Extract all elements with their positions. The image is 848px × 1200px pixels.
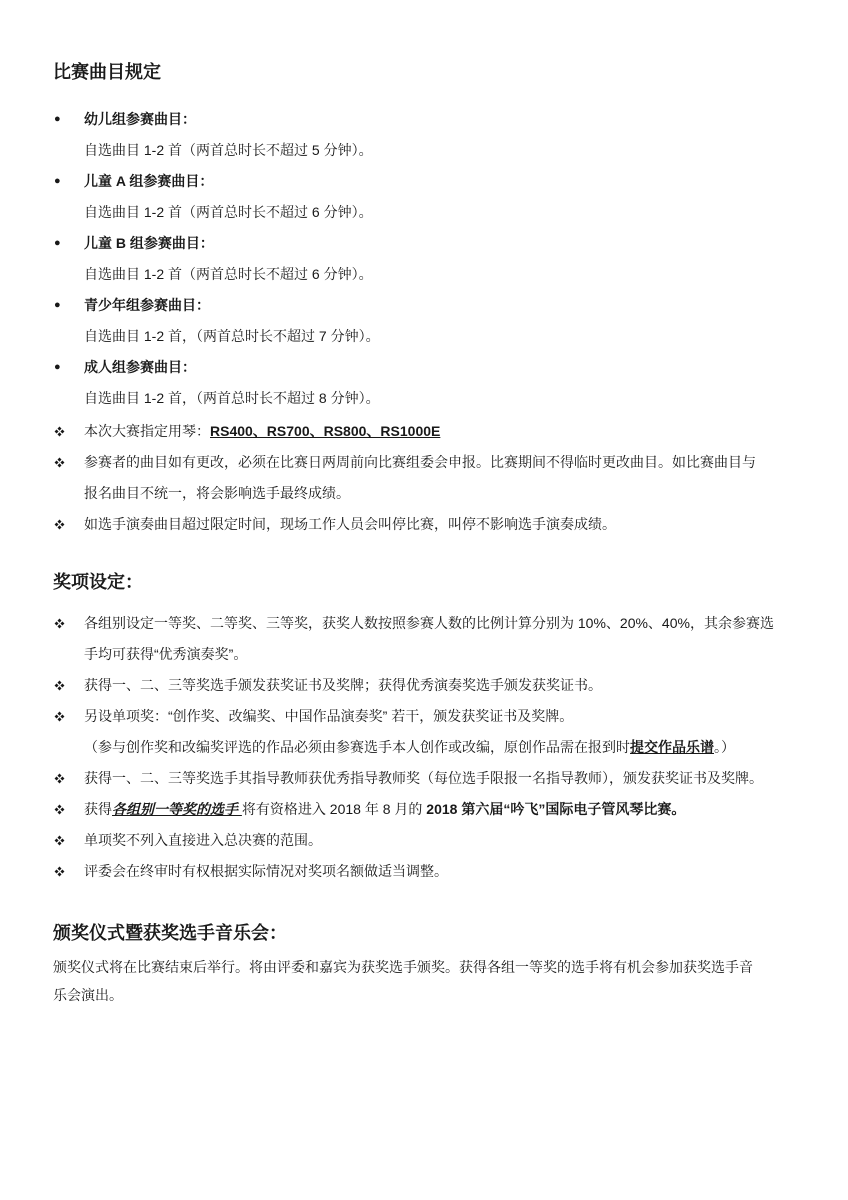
text-run: 手均可获得“优秀演奏奖”。 (84, 646, 248, 662)
text-run: 评委会在终审时有权根据实际情况对奖项名额做适当调整。 (84, 863, 448, 879)
note-text (84, 708, 735, 755)
text-run: 将有资格进入 2018 年 8 月的 (241, 801, 427, 817)
group-repertoire-item (53, 290, 810, 352)
section-title-repertoire: 比赛曲目规定 (53, 62, 161, 82)
group-repertoire-item (53, 352, 810, 414)
diamond-bullet-icon (54, 426, 65, 437)
disc-bullet-icon: ● (54, 361, 61, 373)
text-run: 参赛者的曲目如有更改，必须在比赛日两周前向比赛组委会申报。比赛期间不得临时更改曲目。如比赛曲目与 (84, 454, 756, 470)
repertoire-notes-list (53, 416, 810, 540)
text-run: 另设单项奖：“创作奖、改编奖、中国作品演奏奖” 若干，颁发获奖证书及奖牌。 (84, 708, 574, 724)
diamond-bullet-icon (54, 804, 65, 815)
text-run: 颁奖仪式将在比赛结束后举行。将由评委和嘉宾为获奖选手颁奖。获得各组一等奖的选手将有机会参加获奖选手音 (53, 959, 753, 975)
note-text (84, 677, 602, 693)
note-item (53, 763, 810, 794)
section-title-awards: 奖项设定： (53, 572, 143, 592)
note-text (84, 863, 448, 879)
note-text (84, 801, 685, 817)
section-title-ceremony: 颁奖仪式暨获奖选手音乐会： (53, 923, 287, 943)
group-label: 成人组参赛曲目： (84, 359, 196, 375)
note-item (53, 825, 810, 856)
text-run: 提交作品乐谱 (630, 739, 714, 755)
text-run: RS400、RS700、RS800、RS1000E (210, 423, 441, 439)
group-label: 幼儿组参赛曲目： (84, 111, 196, 127)
note-item (53, 856, 810, 887)
text-run: （参与创作奖和改编奖评选的作品必须由参赛选手本人创作或改编，原创作品需在报到时 (84, 739, 630, 755)
group-repertoire-list (53, 104, 810, 414)
note-item (53, 670, 810, 701)
text-run: 。） (714, 739, 735, 755)
diamond-bullet-icon (54, 773, 65, 784)
ceremony-paragraph (53, 953, 810, 1009)
group-detail: 自选曲目 1-2 首，（两首总时长不超过 7 分钟）。 (84, 328, 380, 344)
note-item (53, 701, 810, 763)
diamond-bullet-icon (54, 680, 65, 691)
diamond-bullet-icon (54, 711, 65, 722)
text-run: 报名曲目不统一，将会影响选手最终成绩。 (84, 485, 350, 501)
text-run: 各组别设定一等奖、二等奖、三等奖，获奖人数按照参赛人数的比例计算分别为 10%、20%、40%，其余参赛选 (84, 615, 774, 631)
note-item (53, 447, 810, 509)
note-text (84, 615, 774, 662)
group-repertoire-item (53, 166, 810, 228)
note-text (84, 832, 322, 848)
group-label: 儿童 B 组参赛曲目： (84, 235, 214, 251)
note-text (84, 516, 616, 532)
note-text (84, 454, 756, 501)
note-item (53, 509, 810, 540)
diamond-bullet-icon (54, 457, 65, 468)
text-run: 获得 (84, 801, 112, 817)
text-run: 如选手演奏曲目超过限定时间，现场工作人员会叫停比赛，叫停不影响选手演奏成绩。 (84, 516, 616, 532)
group-detail: 自选曲目 1-2 首（两首总时长不超过 6 分钟）。 (84, 204, 373, 220)
text-run: 单项奖不列入直接进入总决赛的范围。 (84, 832, 322, 848)
awards-notes-list (53, 608, 810, 887)
note-item (53, 416, 810, 447)
note-item (53, 608, 810, 670)
text-run: 本次大赛指定用琴： (84, 423, 210, 439)
diamond-bullet-icon (54, 519, 65, 530)
note-item (53, 794, 810, 825)
note-text (84, 423, 440, 439)
group-detail: 自选曲目 1-2 首（两首总时长不超过 5 分钟）。 (84, 142, 373, 158)
text-run: 获得一、二、三等奖选手颁发获奖证书及奖牌；获得优秀演奏奖选手颁发获奖证书。 (84, 677, 602, 693)
diamond-bullet-icon (54, 835, 65, 846)
text-run: 乐会演出。 (53, 987, 123, 1003)
note-text (84, 770, 763, 786)
disc-bullet-icon: ● (54, 237, 61, 249)
text-run: 各组别一等奖的选手 (112, 801, 242, 817)
text-run: 2018 第六届“吟飞”国际电子管风琴比赛。 (426, 801, 686, 817)
group-repertoire-item (53, 228, 810, 290)
diamond-bullet-icon (54, 866, 65, 877)
text-run: 获得一、二、三等奖选手其指导教师获优秀指导教师奖（每位选手限报一名指导教师），颁发获奖证书及奖牌。 (84, 770, 763, 786)
group-detail: 自选曲目 1-2 首，（两首总时长不超过 8 分钟）。 (84, 390, 380, 406)
disc-bullet-icon: ● (54, 175, 61, 187)
group-label: 青少年组参赛曲目： (84, 297, 210, 313)
group-detail: 自选曲目 1-2 首（两首总时长不超过 6 分钟）。 (84, 266, 373, 282)
disc-bullet-icon: ● (54, 299, 61, 311)
disc-bullet-icon: ● (54, 113, 61, 125)
diamond-bullet-icon (54, 618, 65, 629)
group-label: 儿童 A 组参赛曲目： (84, 173, 214, 189)
group-repertoire-item (53, 104, 810, 166)
